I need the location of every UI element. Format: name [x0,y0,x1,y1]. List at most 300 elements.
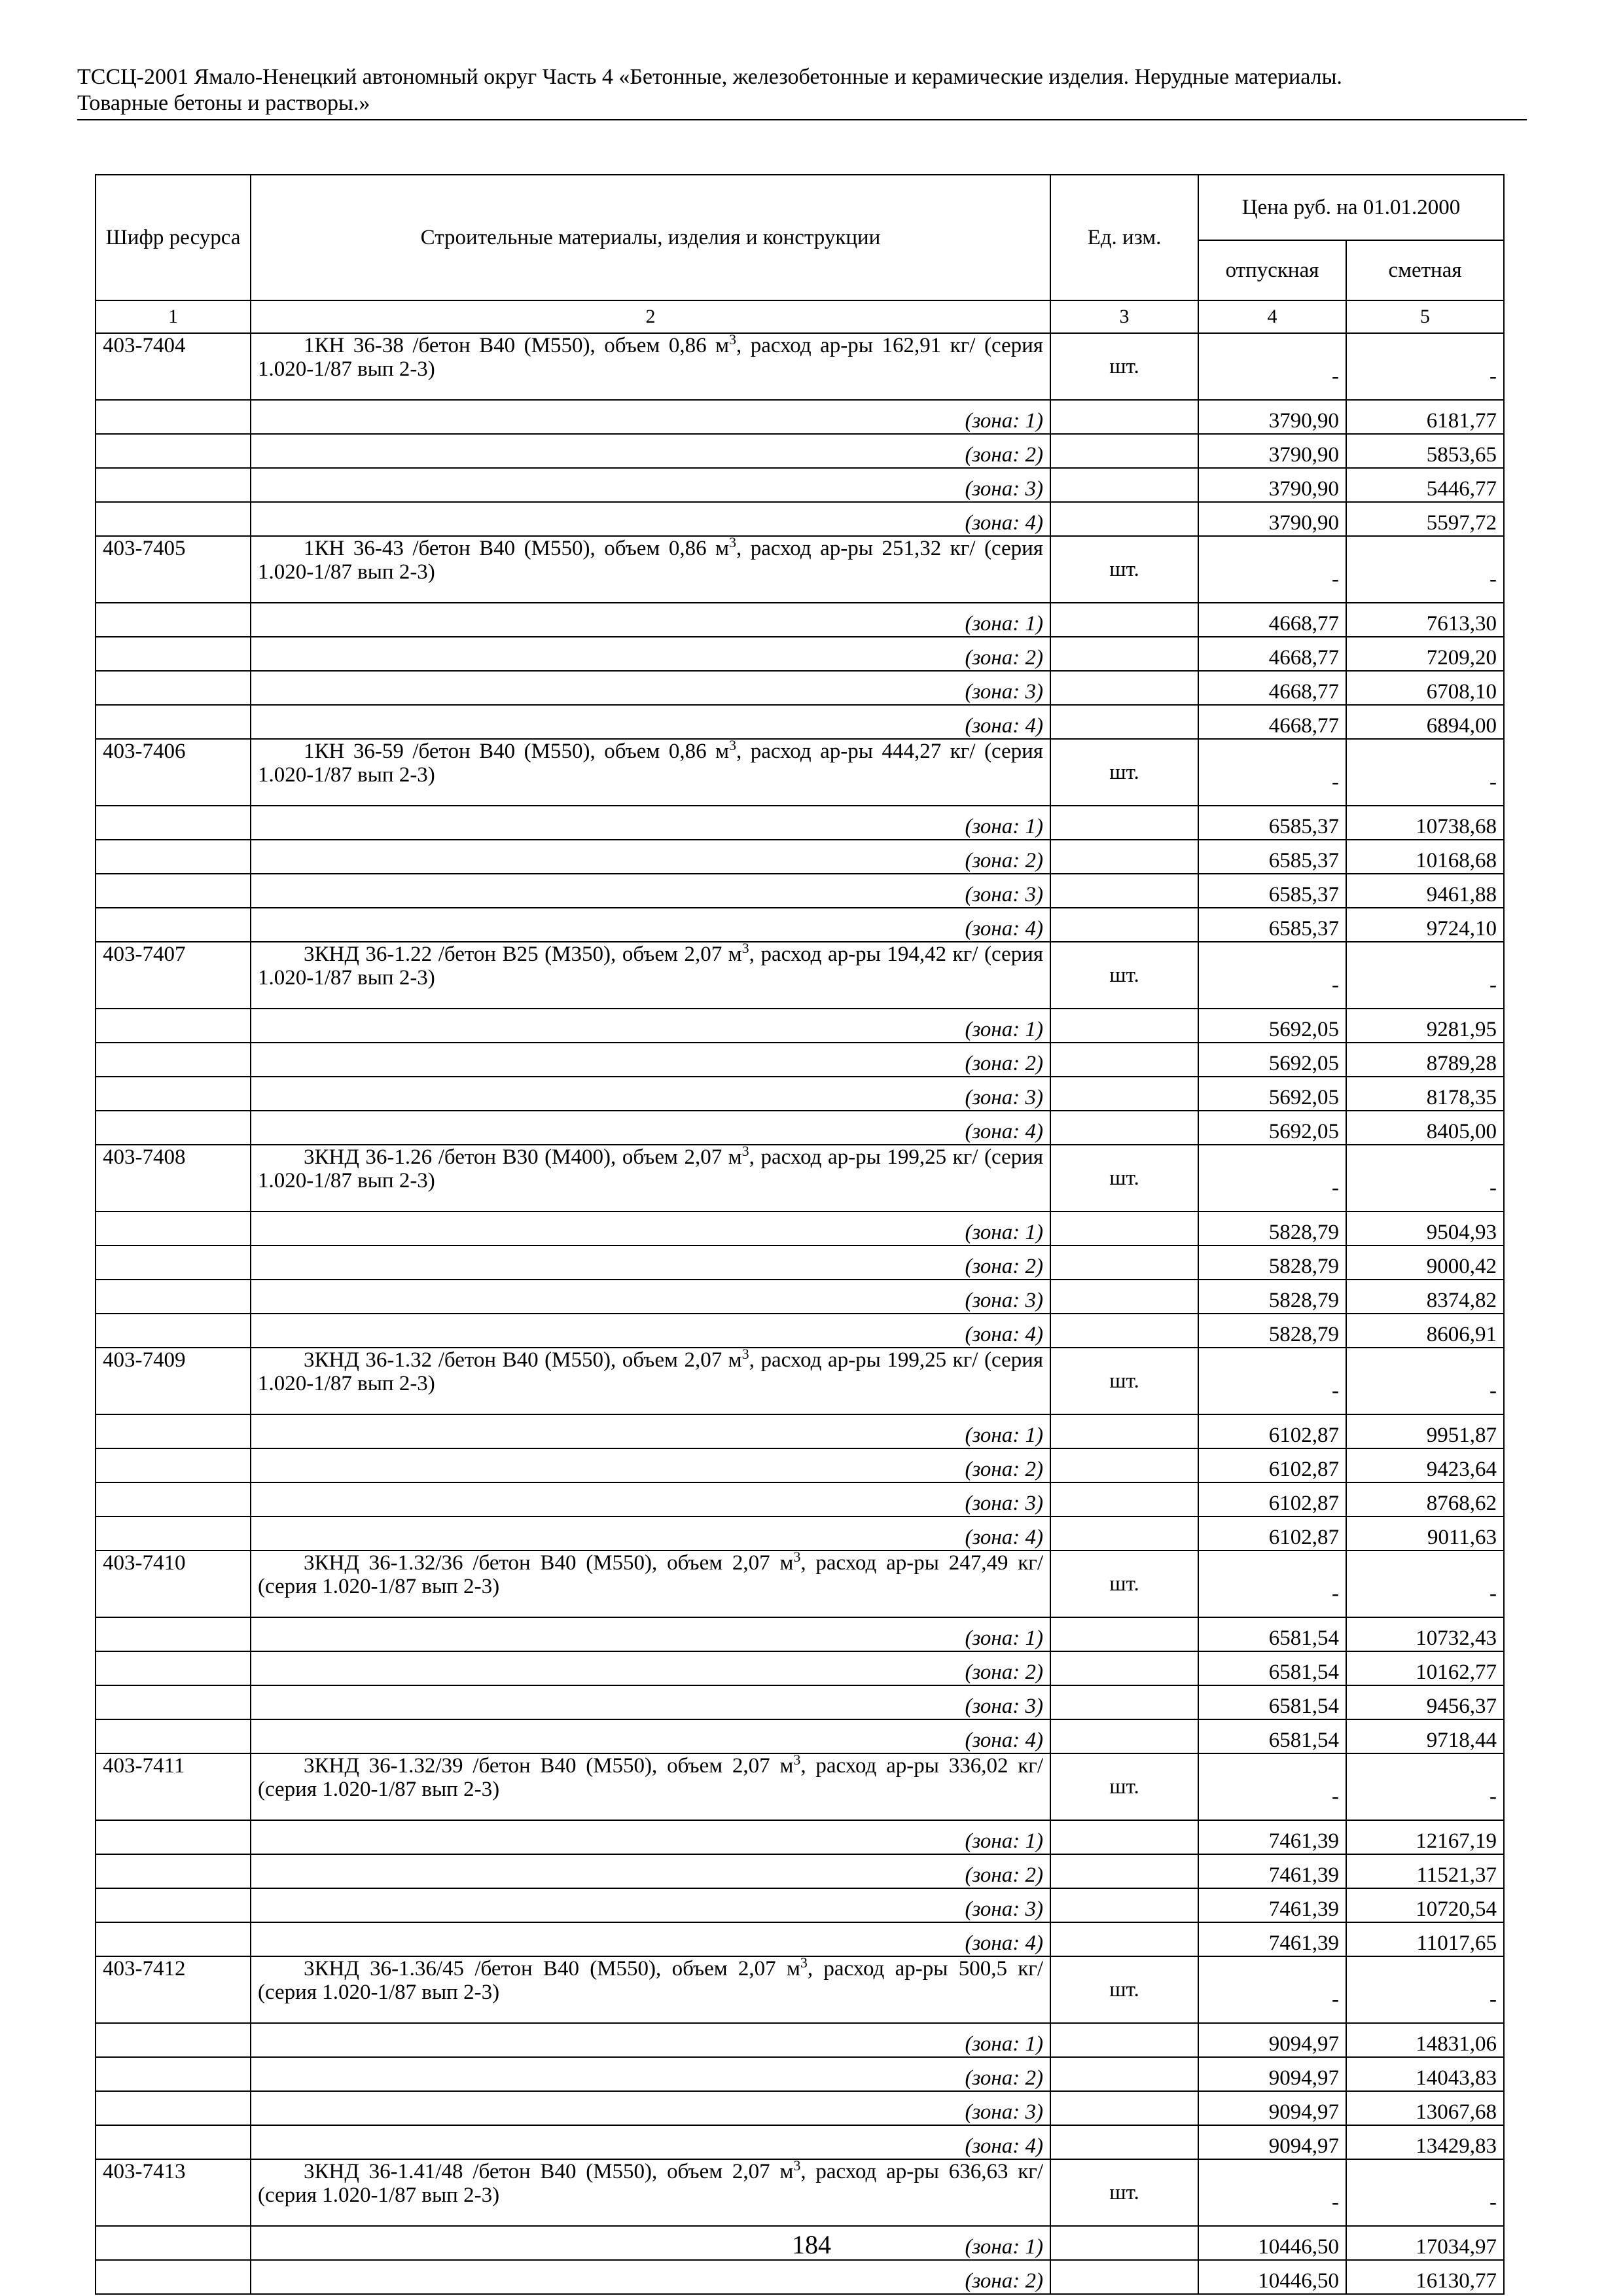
zone-estimate-price: 11017,65 [1346,1922,1504,1956]
unit-empty [1050,1043,1198,1077]
zone-release-price: 7461,39 [1198,1922,1346,1956]
zone-release-price: 6585,37 [1198,908,1346,942]
resource-code: 403-7413 [96,2159,251,2226]
column-number: 1 [96,300,251,333]
zone-estimate-price: 8768,62 [1346,1482,1504,1516]
item-description [251,942,1050,1009]
zone-estimate-price: 8789,28 [1346,1043,1504,1077]
unit-cell: шт. [1050,1753,1198,1820]
zone-estimate-price: 9281,95 [1346,1009,1504,1043]
unit-empty [1050,434,1198,468]
zone-release-price: 4668,77 [1198,671,1346,705]
item-description [251,739,1050,806]
unit-empty [1050,603,1198,637]
resource-code-empty [96,603,251,637]
resource-code-empty [96,2057,251,2091]
description-text-tail: , расход ар-ры 199,25 кг/ (серия 1.020-1/87 вып 2-3) [258,1145,1043,1193]
zone-estimate-price: 10738,68 [1346,806,1504,840]
zone-release-price: 7461,39 [1198,1854,1346,1888]
item-description [251,536,1050,603]
column-header-unit: Ед. изм. [1050,175,1198,300]
zone-estimate-price: 9456,37 [1346,1685,1504,1719]
resource-code-empty [96,1314,251,1348]
zone-label: (зона: 3) [251,1888,1050,1922]
zone-estimate-price: 6181,77 [1346,400,1504,434]
resource-code-empty [96,1854,251,1888]
release-price: - [1198,942,1346,1009]
zone-row [96,637,1504,671]
zone-label: (зона: 4) [251,1719,1050,1753]
zone-release-price: 6585,37 [1198,806,1346,840]
zone-row [96,1651,1504,1685]
zone-row [96,434,1504,468]
resource-code-empty [96,1516,251,1551]
zone-estimate-price: 11521,37 [1346,1854,1504,1888]
zone-label: (зона: 3) [251,1280,1050,1314]
unit-empty [1050,2260,1198,2294]
description-text-tail: , расход ар-ры 444,27 кг/ (серия 1.020-1/87 вып 2-3) [258,740,1043,787]
zone-row [96,1922,1504,1956]
resource-code-empty [96,1448,251,1482]
zone-estimate-price: 9011,63 [1346,1516,1504,1551]
zone-row [96,603,1504,637]
zone-label: (зона: 3) [251,671,1050,705]
zone-row [96,1820,1504,1854]
description-text: 1КН 36-43 /бетон В40 (М550), объем 0,86 м [304,537,729,560]
zone-estimate-price: 14043,83 [1346,2057,1504,2091]
table-row [96,2159,1504,2226]
zone-release-price: 6581,54 [1198,1685,1346,1719]
unit-empty [1050,400,1198,434]
zone-estimate-price: 5446,77 [1346,468,1504,502]
unit-empty [1050,840,1198,874]
unit-empty [1050,908,1198,942]
zone-label: (зона: 1) [251,1414,1050,1448]
zone-label: (зона: 2) [251,434,1050,468]
table-body [96,333,1504,2294]
zone-estimate-price: 7209,20 [1346,637,1504,671]
zone-label: (зона: 1) [251,806,1050,840]
zone-label: (зона: 3) [251,1482,1050,1516]
zone-estimate-price: 9724,10 [1346,908,1504,942]
zone-release-price: 6581,54 [1198,1719,1346,1753]
resource-code-empty [96,806,251,840]
item-description [251,1145,1050,1211]
table-row [96,739,1504,806]
zone-release-price: 3790,90 [1198,400,1346,434]
zone-release-price: 4668,77 [1198,637,1346,671]
unit-empty [1050,468,1198,502]
unit-cell: шт. [1050,1348,1198,1414]
resource-code-empty [96,1820,251,1854]
zone-row [96,2057,1504,2091]
zone-label: (зона: 3) [251,1077,1050,1111]
unit-empty [1050,1077,1198,1111]
cubic-superscript: 3 [793,1751,801,1768]
zone-row [96,1617,1504,1651]
unit-empty [1050,1448,1198,1482]
release-price: - [1198,1551,1346,1617]
zone-release-price: 6581,54 [1198,1617,1346,1651]
resource-code-empty [96,840,251,874]
zone-label: (зона: 3) [251,468,1050,502]
column-header-name: Строительные материалы, изделия и конструкции [251,175,1050,300]
zone-label: (зона: 2) [251,1246,1050,1280]
estimate-price: - [1346,333,1504,400]
zone-release-price: 6581,54 [1198,1651,1346,1685]
resource-code: 403-7409 [96,1348,251,1414]
resource-code-empty [96,2125,251,2159]
column-number: 2 [251,300,1050,333]
resource-code: 403-7411 [96,1753,251,1820]
zone-estimate-price: 8606,91 [1346,1314,1504,1348]
resource-code-empty [96,1651,251,1685]
zone-estimate-price: 10732,43 [1346,1617,1504,1651]
unit-empty [1050,1482,1198,1516]
resource-code-empty [96,1246,251,1280]
unit-empty [1050,1617,1198,1651]
unit-cell: шт. [1050,1956,1198,2023]
zone-estimate-price: 9951,87 [1346,1414,1504,1448]
description-text-tail: , расход ар-ры 251,32 кг/ (серия 1.020-1/87 вып 2-3) [258,537,1043,584]
page-number: 184 [792,2230,831,2259]
description-text: 3КНД 36-1.22 /бетон В25 (М350), объем 2,07 м [304,942,742,966]
unit-empty [1050,1922,1198,1956]
cubic-superscript: 3 [741,1143,749,1159]
resource-code-empty [96,1482,251,1516]
zone-estimate-price: 9504,93 [1346,1211,1504,1246]
zone-release-price: 5692,05 [1198,1043,1346,1077]
column-number: 3 [1050,300,1198,333]
release-price: - [1198,536,1346,603]
zone-estimate-price: 5853,65 [1346,434,1504,468]
zone-label: (зона: 4) [251,908,1050,942]
unit-empty [1050,874,1198,908]
resource-code-empty [96,1414,251,1448]
unit-empty [1050,1888,1198,1922]
zone-row [96,840,1504,874]
release-price: - [1198,1753,1346,1820]
estimate-price: - [1346,536,1504,603]
zone-release-price: 6102,87 [1198,1414,1346,1448]
zone-estimate-price: 12167,19 [1346,1820,1504,1854]
zone-row [96,468,1504,502]
resource-code-empty [96,2023,251,2057]
zone-label: (зона: 1) [251,2023,1050,2057]
zone-label: (зона: 2) [251,637,1050,671]
cubic-superscript: 3 [728,534,736,550]
column-header-price-group: Цена руб. на 01.01.2000 [1198,175,1504,240]
zone-row [96,2260,1504,2294]
zone-release-price: 4668,77 [1198,603,1346,637]
zone-estimate-price: 13429,83 [1346,2125,1504,2159]
resource-code-empty [96,2260,251,2294]
unit-empty [1050,1854,1198,1888]
description-text-tail: , расход ар-ры 162,91 кг/ (серия 1.020-1/87 вып 2-3) [258,334,1043,381]
unit-empty [1050,1211,1198,1246]
resource-code-empty [96,1280,251,1314]
zone-estimate-price: 8374,82 [1346,1280,1504,1314]
zone-estimate-price: 9000,42 [1346,1246,1504,1280]
unit-empty [1050,671,1198,705]
description-text-tail: , расход ар-ры 500,5 кг/ (серия 1.020-1/87 вып 2-3) [258,1957,1043,2004]
release-price: - [1198,1348,1346,1414]
zone-estimate-price: 9718,44 [1346,1719,1504,1753]
zone-label: (зона: 1) [251,1211,1050,1246]
description-text-tail: , расход ар-ры 636,63 кг/ (серия 1.020-1/87 вып 2-3) [258,2160,1043,2207]
zone-release-price: 6585,37 [1198,874,1346,908]
zone-release-price: 5692,05 [1198,1077,1346,1111]
zone-estimate-price: 8405,00 [1346,1111,1504,1145]
item-description [251,333,1050,400]
zone-row [96,671,1504,705]
description-text: 3КНД 36-1.36/45 /бетон В40 (М550), объем 2,07 м [304,1957,800,1981]
resource-code-empty [96,502,251,536]
unit-empty [1050,1516,1198,1551]
resource-code: 403-7406 [96,739,251,806]
zone-release-price: 9094,97 [1198,2091,1346,2125]
zone-row [96,806,1504,840]
item-description [251,1956,1050,2023]
zone-estimate-price: 13067,68 [1346,2091,1504,2125]
release-price: - [1198,333,1346,400]
zone-estimate-price: 10720,54 [1346,1888,1504,1922]
zone-release-price: 3790,90 [1198,502,1346,536]
zone-label: (зона: 4) [251,502,1050,536]
zone-row [96,1111,1504,1145]
unit-empty [1050,1414,1198,1448]
table-row [96,1551,1504,1617]
estimate-price: - [1346,1753,1504,1820]
zone-label: (зона: 2) [251,2260,1050,2294]
resource-code-empty [96,400,251,434]
zone-estimate-price: 7613,30 [1346,603,1504,637]
release-price: - [1198,739,1346,806]
zone-label: (зона: 4) [251,705,1050,739]
zone-release-price: 9094,97 [1198,2057,1346,2091]
zone-estimate-price: 9461,88 [1346,874,1504,908]
unit-empty [1050,1009,1198,1043]
unit-cell: шт. [1050,1551,1198,1617]
zone-estimate-price: 6894,00 [1346,705,1504,739]
unit-empty [1050,502,1198,536]
column-header-estimate: сметная [1346,240,1504,300]
resource-code-empty [96,1077,251,1111]
description-text-tail: , расход ар-ры 194,42 кг/ (серия 1.020-1/87 вып 2-3) [258,942,1043,990]
release-price: - [1198,2159,1346,2226]
unit-empty [1050,1820,1198,1854]
item-description [251,1753,1050,1820]
unit-empty [1050,2125,1198,2159]
table-row [96,536,1504,603]
resource-code: 403-7407 [96,942,251,1009]
zone-release-price: 5692,05 [1198,1111,1346,1145]
zone-estimate-price: 6708,10 [1346,671,1504,705]
unit-empty [1050,637,1198,671]
release-price: - [1198,1956,1346,2023]
zone-row [96,1211,1504,1246]
zone-estimate-price: 10162,77 [1346,1651,1504,1685]
estimate-price: - [1346,739,1504,806]
description-text-tail: , расход ар-ры 199,25 кг/ (серия 1.020-1/87 вып 2-3) [258,1348,1043,1395]
unit-cell: шт. [1050,2159,1198,2226]
zone-label: (зона: 1) [251,603,1050,637]
unit-cell: шт. [1050,536,1198,603]
zone-release-price: 3790,90 [1198,434,1346,468]
zone-release-price: 6102,87 [1198,1482,1346,1516]
header-line-2: Товарные бетоны и растворы.» [77,91,370,115]
estimate-price: - [1346,1956,1504,2023]
unit-cell: шт. [1050,1145,1198,1211]
resource-code-empty [96,671,251,705]
zone-label: (зона: 2) [251,1043,1050,1077]
estimate-price: - [1346,942,1504,1009]
zone-release-price: 10446,50 [1198,2226,1346,2260]
unit-empty [1050,1314,1198,1348]
zone-release-price: 6585,37 [1198,840,1346,874]
zone-release-price: 4668,77 [1198,705,1346,739]
zone-label: (зона: 2) [251,2057,1050,2091]
estimate-price: - [1346,1145,1504,1211]
resource-code-empty [96,1211,251,1246]
zone-release-price: 5692,05 [1198,1009,1346,1043]
zone-label: (зона: 1) [251,1009,1050,1043]
zone-release-price: 5828,79 [1198,1246,1346,1280]
zone-release-price: 7461,39 [1198,1820,1346,1854]
table-row [96,1956,1504,2023]
description-text: 1КН 36-59 /бетон В40 (М550), объем 0,86 м [304,740,729,763]
resource-code: 403-7412 [96,1956,251,2023]
zone-row [96,1009,1504,1043]
unit-cell: шт. [1050,333,1198,400]
resource-code-empty [96,1043,251,1077]
estimate-price: - [1346,1348,1504,1414]
zone-label: (зона: 3) [251,2091,1050,2125]
unit-empty [1050,2091,1198,2125]
unit-cell: шт. [1050,942,1198,1009]
zone-row [96,874,1504,908]
description-text-tail: , расход ар-ры 336,02 кг/ (серия 1.020-1/87 вып 2-3) [258,1754,1043,1801]
description-text: 3КНД 36-1.32/36 /бетон В40 (М550), объем 2,07 м [304,1551,794,1575]
description-text: 3КНД 36-1.26 /бетон В30 (М400), объем 2,07 м [304,1145,742,1169]
unit-empty [1050,1719,1198,1753]
zone-label: (зона: 3) [251,1685,1050,1719]
zone-label: (зона: 2) [251,1854,1050,1888]
table-row [96,1145,1504,1211]
zone-label: (зона: 4) [251,1516,1050,1551]
resource-code-empty [96,1719,251,1753]
resource-code: 403-7408 [96,1145,251,1211]
cubic-superscript: 3 [800,1954,808,1971]
column-header-code: Шифр ресурса [96,175,251,300]
zone-row [96,908,1504,942]
cubic-superscript: 3 [728,331,736,348]
zone-row [96,1482,1504,1516]
unit-empty [1050,1685,1198,1719]
resource-code-empty [96,705,251,739]
item-description [251,1348,1050,1414]
description-text: 3КНД 36-1.32/39 /бетон В40 (М550), объем 2,07 м [304,1754,794,1778]
resource-code: 403-7405 [96,536,251,603]
unit-cell: шт. [1050,739,1198,806]
resource-code-empty [96,637,251,671]
zone-row [96,1280,1504,1314]
zone-release-price: 9094,97 [1198,2125,1346,2159]
resource-code: 403-7404 [96,333,251,400]
zone-row [96,1246,1504,1280]
price-table [95,174,1505,2295]
zone-row [96,1719,1504,1753]
zone-release-price: 5828,79 [1198,1314,1346,1348]
zone-release-price: 5828,79 [1198,1280,1346,1314]
zone-release-price: 6102,87 [1198,1516,1346,1551]
zone-row [96,2091,1504,2125]
description-text: 3КНД 36-1.41/48 /бетон В40 (М550), объем 2,07 м [304,2160,794,2183]
zone-estimate-price: 16130,77 [1346,2260,1504,2294]
cubic-superscript: 3 [728,737,736,753]
unit-empty [1050,1651,1198,1685]
unit-empty [1050,1246,1198,1280]
resource-code-empty [96,1685,251,1719]
zone-label: (зона: 2) [251,1651,1050,1685]
cubic-superscript: 3 [741,940,749,956]
estimate-price: - [1346,2159,1504,2226]
zone-estimate-price: 5597,72 [1346,502,1504,536]
zone-row [96,1516,1504,1551]
unit-empty [1050,2023,1198,2057]
zone-label: (зона: 2) [251,1448,1050,1482]
column-number: 4 [1198,300,1346,333]
zone-label: (зона: 3) [251,874,1050,908]
zone-row [96,2023,1504,2057]
zone-row [96,1854,1504,1888]
zone-label: (зона: 4) [251,1922,1050,1956]
zone-label: (зона: 4) [251,1314,1050,1348]
zone-release-price: 6102,87 [1198,1448,1346,1482]
zone-release-price: 3790,90 [1198,468,1346,502]
table-row [96,333,1504,400]
zone-row [96,705,1504,739]
zone-row [96,1077,1504,1111]
zone-label: (зона: 1) [251,2226,1050,2260]
zone-label: (зона: 1) [251,1617,1050,1651]
estimate-price: - [1346,1551,1504,1617]
resource-code-empty [96,468,251,502]
zone-label: (зона: 4) [251,2125,1050,2159]
cubic-superscript: 3 [793,1549,801,1565]
zone-label: (зона: 1) [251,1820,1050,1854]
table-row [96,942,1504,1009]
resource-code-empty [96,908,251,942]
zone-row [96,1043,1504,1077]
table-row [96,1348,1504,1414]
description-text-tail: , расход ар-ры 247,49 кг/ (серия 1.020-1/87 вып 2-3) [258,1551,1043,1598]
zone-row [96,1685,1504,1719]
zone-estimate-price: 9423,64 [1346,1448,1504,1482]
cubic-superscript: 3 [793,2157,801,2174]
zone-row [96,400,1504,434]
zone-row [96,1314,1504,1348]
zone-estimate-price: 14831,06 [1346,2023,1504,2057]
resource-code-empty [96,1922,251,1956]
unit-empty [1050,806,1198,840]
unit-empty [1050,2057,1198,2091]
column-number: 5 [1346,300,1504,333]
unit-empty [1050,705,1198,739]
resource-code-empty [96,1617,251,1651]
document-header [77,64,1527,120]
description-text: 1КН 36-38 /бетон В40 (М550), объем 0,86 м [304,334,729,357]
